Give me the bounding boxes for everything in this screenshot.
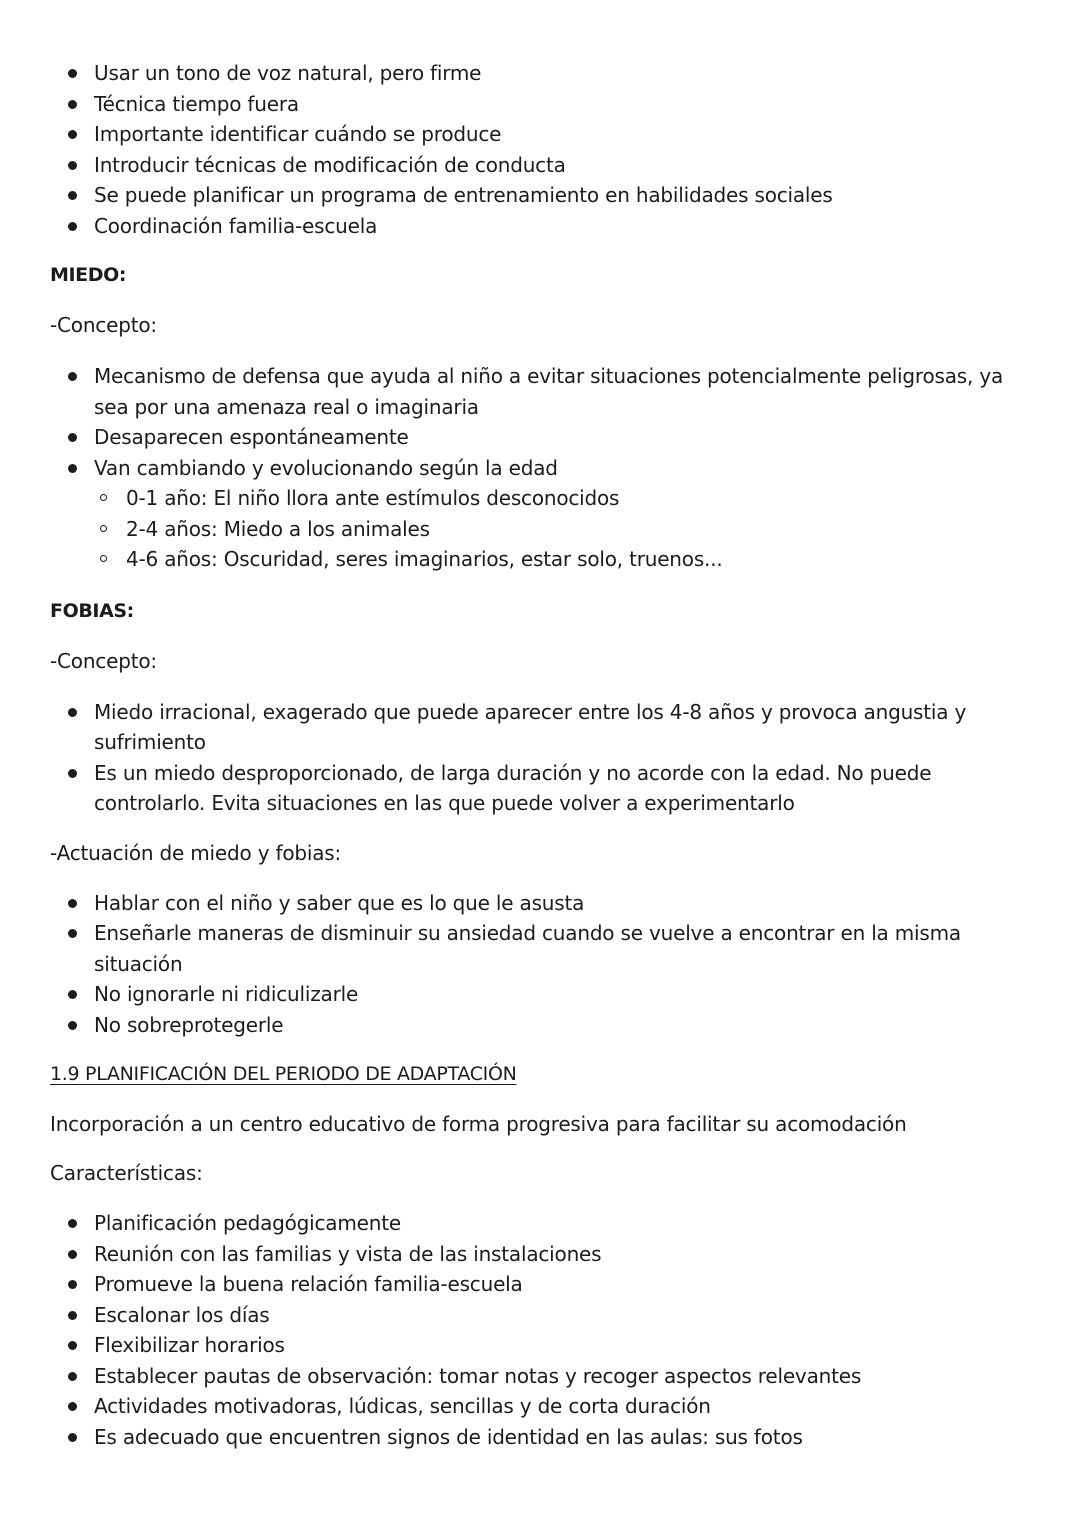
- list-item: [50, 453, 1040, 575]
- fobias-concept-label: -Concepto:: [50, 648, 157, 673]
- fobias-heading: FOBIAS:: [50, 599, 134, 622]
- list-item: Reunión con las familias y vista de las instalaciones: [50, 1239, 1040, 1270]
- features-label: Características:: [50, 1161, 203, 1185]
- miedo-heading: MIEDO:: [50, 264, 127, 286]
- list-item: No sobreprotegerle: [50, 1010, 1040, 1041]
- section-description: Incorporación a un centro educativo de forma progresiva para facilitar su acomodación: [50, 1112, 907, 1136]
- miedo-list: [50, 361, 1040, 575]
- list-item: Flexibilizar horarios: [50, 1330, 1040, 1361]
- list-item: Promueve la buena relación familia-escuela: [50, 1269, 1040, 1300]
- age-list-item: 2-4 años: Miedo a los animales: [94, 514, 1040, 545]
- list-item: Establecer pautas de observación: tomar notas y recoger aspectos relevantes: [50, 1361, 1040, 1392]
- list-item: Actividades motivadoras, lúdicas, sencillas y de corta duración: [50, 1391, 1040, 1422]
- list-item-text: Van cambiando y evolucionando según la edad: [94, 455, 558, 480]
- intro-list: [50, 58, 1040, 241]
- list-item: Es un miedo desproporcionado, de larga duración y no acorde con la edad. No puede controlarlo. Evita situaciones en las que puede volver a experimentarlo: [50, 758, 1040, 819]
- list-item: Introducir técnicas de modificación de conducta: [50, 150, 1040, 181]
- actuacion-list: [50, 888, 1040, 1041]
- fobias-list: [50, 697, 1040, 819]
- section-title: 1.9 PLANIFICACIÓN DEL PERIODO DE ADAPTACIÓN: [50, 1063, 517, 1085]
- list-item: Desaparecen espontáneamente: [50, 422, 1040, 453]
- list-item: Usar un tono de voz natural, pero firme: [50, 58, 1040, 89]
- list-item: Planificación pedagógicamente: [50, 1208, 1040, 1239]
- list-item: Escalonar los días: [50, 1300, 1040, 1331]
- list-item: Enseñarle maneras de disminuir su ansiedad cuando se vuelve a encontrar en la misma situación: [50, 918, 1040, 979]
- actuacion-label: -Actuación de miedo y fobias:: [50, 840, 342, 865]
- age-list-item: 0-1 año: El niño llora ante estímulos desconocidos: [94, 483, 1040, 514]
- list-item: Es adecuado que encuentren signos de identidad en las aulas: sus fotos: [50, 1422, 1040, 1453]
- list-item: Importante identificar cuándo se produce: [50, 119, 1040, 150]
- list-item: No ignorarle ni ridiculizarle: [50, 979, 1040, 1010]
- list-item: Hablar con el niño y saber que es lo que le asusta: [50, 888, 1040, 919]
- list-item: Se puede planificar un programa de entrenamiento en habilidades sociales: [50, 180, 1040, 211]
- miedo-concept-label: -Concepto:: [50, 313, 157, 337]
- age-list-item: 4-6 años: Oscuridad, seres imaginarios, estar solo, truenos...: [94, 544, 1040, 575]
- list-item: Coordinación familia-escuela: [50, 211, 1040, 242]
- list-item: Miedo irracional, exagerado que puede aparecer entre los 4-8 años y provoca angustia y sufrimiento: [50, 697, 1040, 758]
- list-item: Técnica tiempo fuera: [50, 89, 1040, 120]
- age-list: [94, 483, 1040, 575]
- list-item: Mecanismo de defensa que ayuda al niño a evitar situaciones potencialmente peligrosas, ya sea por una amenaza real o imaginaria: [50, 361, 1040, 422]
- features-list: [50, 1208, 1040, 1452]
